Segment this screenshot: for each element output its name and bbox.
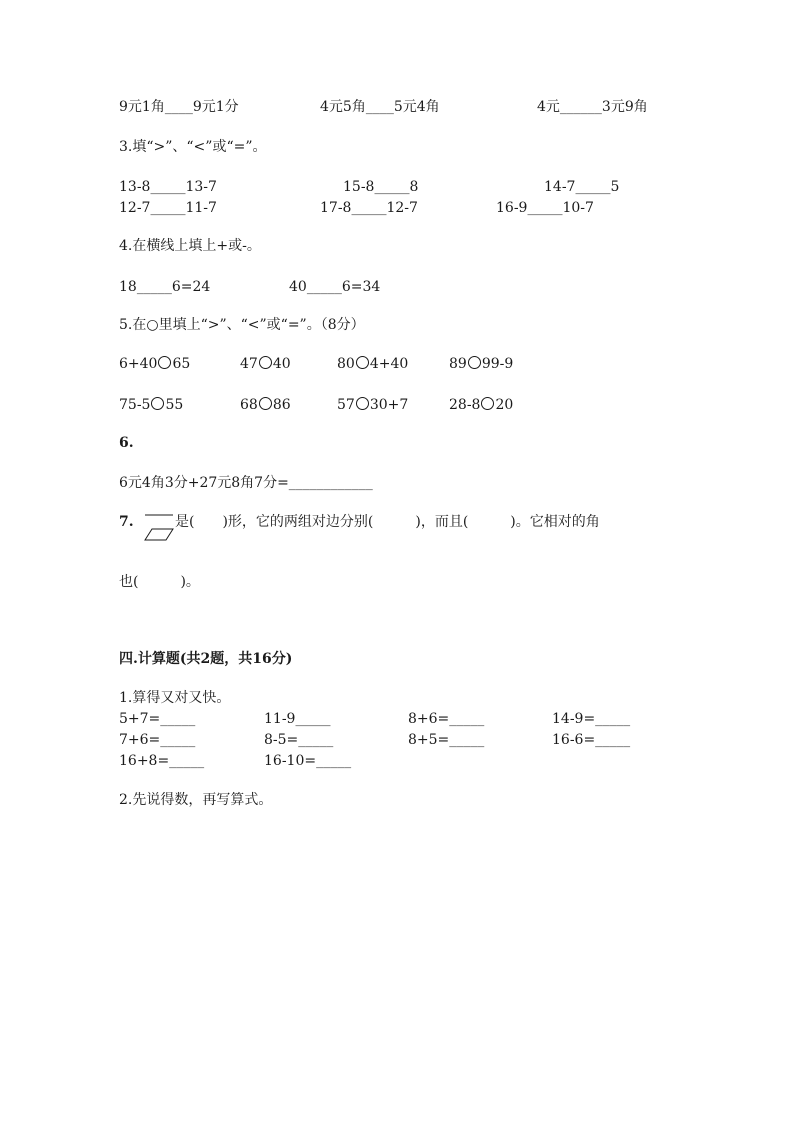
q5-item — [119, 355, 190, 373]
q5-left: 28-8 — [449, 397, 481, 413]
q5-item — [337, 396, 408, 414]
q5-right: 86 — [272, 397, 291, 413]
q5-item — [240, 355, 291, 373]
answer-circle[interactable] — [356, 356, 369, 369]
q5-right: 65 — [172, 356, 191, 372]
q5-right: 40 — [272, 356, 291, 372]
q5-left: 80 — [337, 356, 355, 372]
money-compare-2: 4元5角____5元4角 — [320, 99, 440, 115]
q4-item: 40_____6=34 — [289, 279, 381, 295]
q7-text-cont: 也( )。 — [119, 574, 200, 590]
q3-item: 12-7_____11-7 — [119, 200, 217, 216]
q5-item — [337, 355, 408, 373]
q5-left: 68 — [240, 397, 258, 413]
q4-item: 18_____6=24 — [119, 279, 211, 295]
q3-item: 15-8_____8 — [343, 179, 419, 195]
q5-right: 30+7 — [369, 397, 409, 413]
q6-text: 6元4角3分+27元8角7分=____________ — [119, 475, 373, 491]
q3-item: 14-7_____5 — [544, 179, 620, 195]
section4-q1-title: 1.算得又对又快。 — [119, 690, 231, 706]
q5-right: 20 — [495, 397, 514, 413]
q5-left: 89 — [449, 356, 467, 372]
q5-item — [449, 355, 513, 373]
calc-item: 14-9=_____ — [552, 711, 631, 727]
section4-title: 四.计算题(共2题，共16分) — [119, 651, 293, 667]
q4-title: 4.在横线上填上+或-。 — [119, 238, 261, 254]
answer-circle[interactable] — [468, 356, 481, 369]
q5-item — [119, 396, 183, 414]
q5-left: 47 — [240, 356, 258, 372]
calc-item: 7+6=_____ — [119, 732, 196, 748]
q5-left: 75-5 — [119, 397, 151, 413]
calc-item: 16-10=_____ — [264, 753, 352, 769]
q5-title: 5.在○里填上“>”、“<”或“=”。（8分） — [119, 317, 365, 333]
calc-item: 11-9_____ — [264, 711, 331, 727]
q3-item: 13-8_____13-7 — [119, 179, 217, 195]
q5-left: 57 — [337, 397, 355, 413]
answer-circle[interactable] — [259, 356, 272, 369]
q5-right: 4+40 — [369, 356, 409, 372]
answer-circle[interactable] — [158, 356, 171, 369]
q5-item — [240, 396, 291, 414]
q3-item: 17-8_____12-7 — [320, 200, 418, 216]
q5-right: 99-9 — [481, 356, 514, 372]
answer-circle[interactable] — [259, 397, 272, 410]
q5-item — [449, 396, 513, 414]
q6-number: 6. — [119, 435, 134, 451]
q7-text: 是( )形，它的两组对边分别( )，而且( )。它相对的角 — [175, 514, 600, 530]
calc-item: 8+5=_____ — [408, 732, 485, 748]
money-compare-1: 9元1角____9元1分 — [119, 99, 239, 115]
q3-item: 16-9_____10-7 — [496, 200, 594, 216]
answer-circle[interactable] — [356, 397, 369, 410]
calc-item: 8-5=_____ — [264, 732, 334, 748]
answer-circle[interactable] — [481, 397, 494, 410]
calc-item: 8+6=_____ — [408, 711, 485, 727]
money-compare-3: 4元______3元9角 — [537, 99, 648, 115]
q3-title: 3.填“>”、“<”或“=”。 — [119, 139, 267, 155]
section4-q2-title: 2.先说得数，再写算式。 — [119, 792, 273, 808]
calc-item: 16-6=_____ — [552, 732, 631, 748]
q5-right: 55 — [165, 397, 184, 413]
q7-number: 7. — [119, 514, 134, 530]
calc-item: 5+7=_____ — [119, 711, 196, 727]
q5-left: 6+40 — [119, 356, 158, 372]
parallelogram-icon — [136, 512, 178, 542]
answer-circle[interactable] — [151, 397, 164, 410]
calc-item: 16+8=_____ — [119, 753, 205, 769]
